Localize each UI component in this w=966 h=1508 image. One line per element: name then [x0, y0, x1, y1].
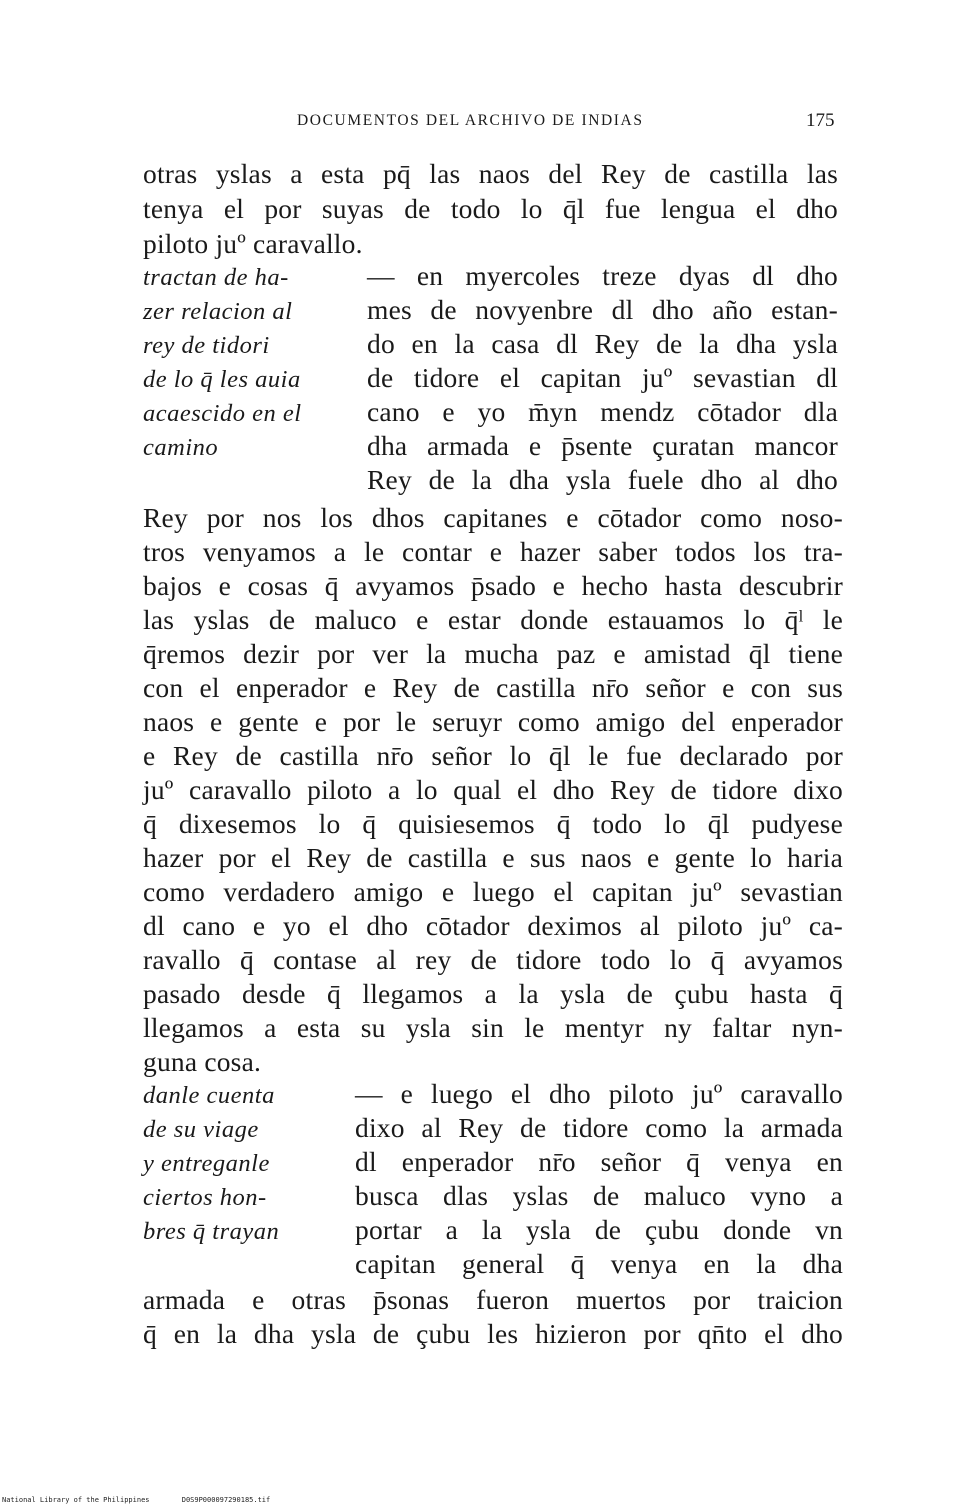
page-number: 175	[806, 110, 835, 131]
text-line: q̄ dixesemos lo q̄ quisiesemos q̄ todo lo q̄l pudyese	[143, 808, 843, 839]
text-line: ravallo q̄ contase al rey de tidore todo lo q̄ avyamos	[143, 944, 843, 975]
text-line: Rey por nos los dhos capitanes e cōtador como noso-	[143, 502, 843, 533]
text-line: Rey de la dha ysla fuele dho al dho	[367, 464, 838, 495]
marginal-note-line: rey de tidori	[143, 332, 270, 359]
text-line: de tidore el capitan juº sevastian dl	[367, 362, 838, 393]
text-line: tenya el por suyas de todo lo q̄l fue lengua el dho	[143, 193, 838, 224]
scan-footer	[2, 1496, 298, 1504]
text-line: e Rey de castilla nr̄o señor lo q̄l le fue declarado por	[143, 740, 843, 771]
footer-file: D0S9P000097290185.tif	[181, 1496, 271, 1504]
text-line: pasado desde q̄ llegamos a la ysla de çubu hasta q̄	[143, 978, 843, 1009]
text-line: dha armada e p̄sente çuratan mancor	[367, 430, 838, 461]
text-line: hazer por el Rey de castilla e sus naos e gente lo haria	[143, 842, 843, 873]
marginal-note-line: tractan de ha-	[143, 264, 289, 291]
text-line: tros venyamos a le contar e hazer saber todos los tra-	[143, 536, 843, 567]
text-line: piloto juº caravallo.	[143, 228, 363, 259]
text-line: portar a la ysla de çubu donde vn	[355, 1214, 843, 1245]
text-line: otras yslas a esta pq̄ las naos del Rey de castilla las	[143, 158, 838, 189]
marginal-note-line: ciertos hon-	[143, 1184, 267, 1211]
text-line: dl enperador nr̄o señor q̄ venya en	[355, 1146, 843, 1177]
marginal-note-line: zer relacion al	[143, 298, 293, 325]
marginal-note-line: de lo q̄ les auia	[143, 366, 301, 393]
marginal-note-line: danle cuenta	[143, 1082, 275, 1109]
text-line: dl cano e yo el dho cōtador deximos al piloto juº ca-	[143, 910, 843, 941]
text-line: dixo al Rey de tidore como la armada	[355, 1112, 843, 1143]
text-line: mes de novyenbre dl dho año estan-	[367, 294, 838, 325]
running-header	[0, 112, 966, 142]
marginal-note-line: camino	[143, 434, 219, 461]
text-line: con el enperador e Rey de castilla nr̄o señor e con sus	[143, 672, 843, 703]
text-line: guna cosa.	[143, 1046, 262, 1077]
text-line: — e luego el dho piloto juº caravallo	[355, 1078, 843, 1109]
marginal-note-line: y entreganle	[143, 1150, 270, 1177]
text-line: capitan general q̄ venya en la dha	[355, 1248, 843, 1279]
marginal-note-line: bres q̄ trayan	[143, 1218, 280, 1245]
text-line: llegamos a esta su ysla sin le mentyr ny faltar nyn-	[143, 1012, 843, 1043]
text-line: cano e yo m̄yn mendz cōtador dla	[367, 396, 838, 427]
text-line: q̄remos dezir por ver la mucha paz e amistad q̄l tiene	[143, 638, 843, 669]
text-line: bajos e cosas q̄ avyamos p̄sado e hecho hasta descubrir	[143, 570, 843, 601]
running-title: DOCUMENTOS DEL ARCHIVO DE INDIAS	[297, 112, 644, 129]
text-line: juº caravallo piloto a lo qual el dho Rey de tidore dixo	[143, 774, 843, 805]
text-line: como verdadero amigo e luego el capitan juº sevastian	[143, 876, 843, 907]
text-line: busca dlas yslas de maluco vyno a	[355, 1180, 843, 1211]
text-line: — en myercoles treze dyas dl dho	[367, 260, 838, 291]
text-line: q̄ en la dha ysla de çubu les hizieron por qn̄to el dho	[143, 1318, 843, 1349]
text-line: do en la casa dl Rey de la dha ysla	[367, 328, 838, 359]
text-line: armada e otras p̄sonas fueron muertos por traicion	[143, 1284, 843, 1315]
marginal-note-line: de su viage	[143, 1116, 259, 1143]
text-line: naos e gente e por le seruyr como amigo del enperador	[143, 706, 843, 737]
marginal-note-line: acaescido en el	[143, 400, 302, 427]
footer-library: National Library of the Philippines	[2, 1496, 150, 1504]
text-line: las yslas de maluco e estar donde estauamos lo q̄ˡ le	[143, 604, 843, 635]
